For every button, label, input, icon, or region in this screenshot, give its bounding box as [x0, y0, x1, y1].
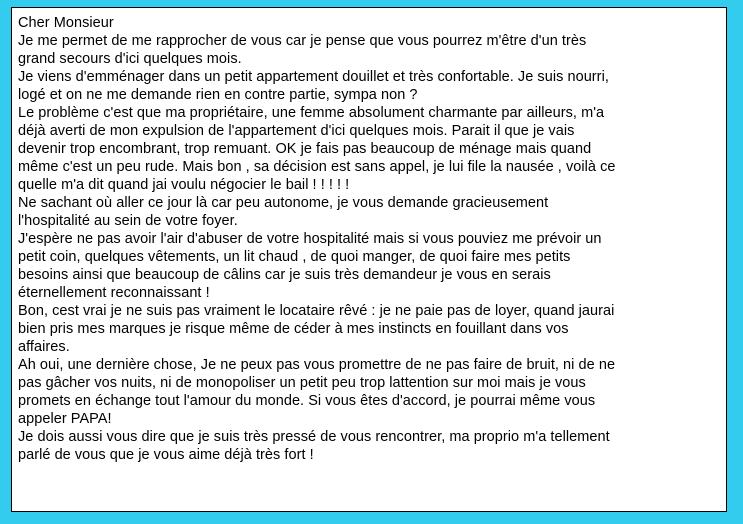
letter-line: parlé de vous que je vous aime déjà très fort ! — [18, 447, 314, 463]
letter-line: quelle m'a dit quand jai voulu négocier le bail ! ! ! ! ! — [18, 177, 350, 193]
letter-line: promets en échange tout l'amour du monde. Si vous êtes d'accord, je pourrai même vous — [18, 393, 596, 409]
letter-line: J'espère ne pas avoir l'air d'abuser de votre hospitalité mais si vous pouviez me prévoir un — [18, 231, 602, 247]
letter-line: déjà averti de mon expulsion de l'appartement d'ici quelques mois. Parait il que je vais — [18, 123, 575, 139]
letter-line: Bon, cest vrai je ne suis pas vraiment le locataire rêvé : je ne paie pas de loyer, quand jaurai — [18, 303, 615, 319]
letter-line: grand secours d'ici quelques mois. — [18, 51, 242, 67]
letter-line: logé et on ne me demande rien en contre partie, sympa non ? — [18, 87, 418, 103]
letter-line: devenir trop encombrant, trop remuant. OK je fais pas beaucoup de ménage mais quand — [18, 141, 592, 157]
letter-line: pas gâcher vos nuits, ni de monopoliser un petit peu trop lattention sur moi mais je vous — [18, 375, 586, 391]
letter-line: petit coin, quelques vêtements, un lit chaud , de quoi manger, de quoi faire mes petits — [18, 249, 571, 265]
letter-salutation: Cher Monsieur — [18, 15, 114, 31]
letter-line: bien pris mes marques je risque même de céder à mes instincts en fouillant dans vos — [18, 321, 569, 337]
letter-line: Je dois aussi vous dire que je suis très pressé de vous rencontrer, ma proprio m'a tellement — [18, 429, 610, 445]
letter-line: Je viens d'emménager dans un petit appartement douillet et très confortable. Je suis nourri, — [18, 69, 609, 85]
letter-line: besoins ainsi que beaucoup de câlins car je suis très demandeur je vous en serais — [18, 267, 551, 283]
letter-panel — [11, 7, 727, 512]
letter-line: appeler PAPA! — [18, 411, 112, 427]
letter-line: affaires. — [18, 339, 70, 355]
letter-line: éternellement reconnaissant ! — [18, 285, 210, 301]
letter-line: même c'est un peu rude. Mais bon , sa décision est sans appel, je lui file la nausée , voilà ce — [18, 159, 616, 175]
letter-line: Je me permet de me rapprocher de vous car je pense que vous pourrez m'être d'un très — [18, 33, 587, 49]
letter-line: l'hospitalité au sein de votre foyer. — [18, 213, 238, 229]
letter-line: Le problème c'est que ma propriétaire, une femme absolument charmante par ailleurs, m'a — [18, 105, 605, 121]
letter-line: Ah oui, une dernière chose, Je ne peux pas vous promettre de ne pas faire de bruit, ni de ne — [18, 357, 616, 373]
letter-line: Ne sachant où aller ce jour là car peu autonome, je vous demande gracieusement — [18, 195, 549, 211]
